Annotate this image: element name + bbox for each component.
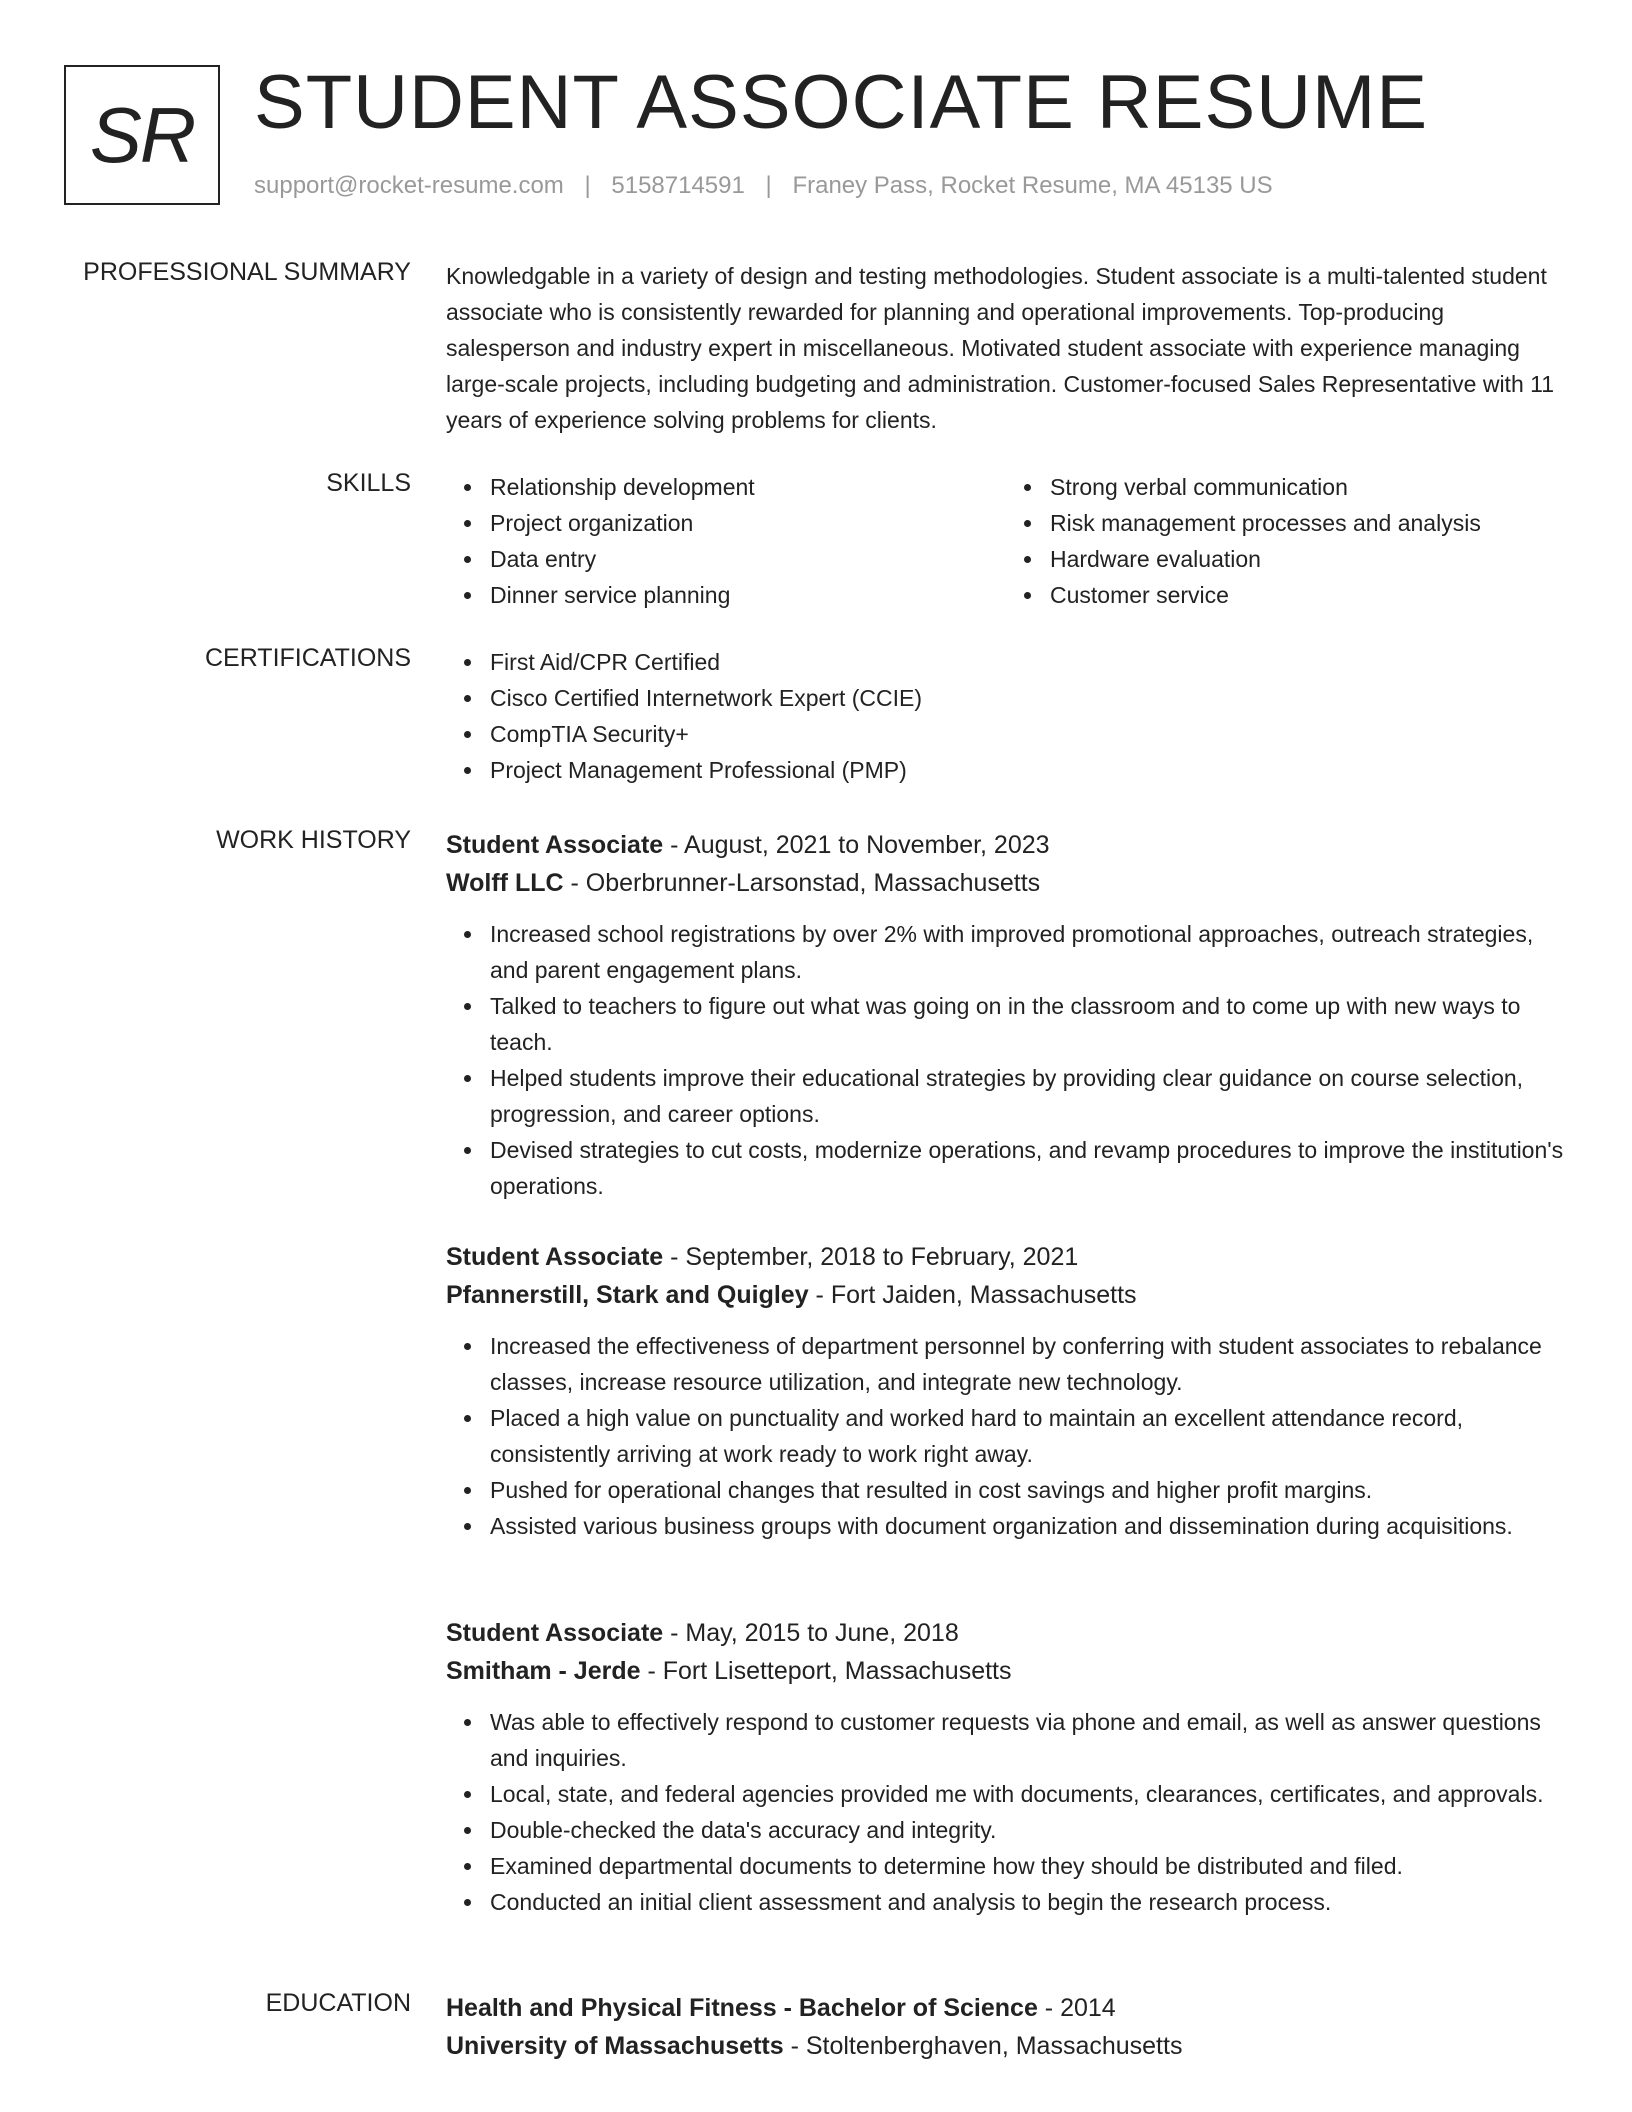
section-label-education: EDUCATION	[265, 1989, 411, 2017]
list-item: Talked to teachers to figure out what was going on in the classroom and to come up with new ways to teach.	[490, 988, 1566, 1060]
job-title: Student Associate	[446, 1619, 664, 1647]
section-label-work-history: WORK HISTORY	[216, 826, 411, 854]
list-item: Increased the effectiveness of department personnel by conferring with student associates to rebalance classes, increase resource utilization, and integrate new technology.	[490, 1328, 1566, 1400]
job-title: Student Associate	[446, 831, 664, 859]
job-location: - Oberbrunner-Larsonstad, Massachusetts	[563, 869, 1041, 897]
job-dates: - August, 2021 to November, 2023	[663, 831, 1050, 859]
list-item: Strong verbal communication	[1050, 469, 1566, 505]
list-item: Cisco Certified Internetwork Expert (CCIE)	[490, 680, 1566, 716]
education-degree-line	[446, 1989, 1566, 2027]
section-label-certifications: CERTIFICATIONS	[204, 644, 411, 672]
list-item: Devised strategies to cut costs, modernize operations, and revamp procedures to improve the institution's operations.	[490, 1132, 1566, 1204]
list-item: Was able to effectively respond to customer requests via phone and email, as well as answer questions and inquiries.	[490, 1704, 1566, 1776]
job-dates: - May, 2015 to June, 2018	[663, 1619, 959, 1647]
job-dates: - September, 2018 to February, 2021	[663, 1243, 1079, 1271]
list-item: First Aid/CPR Certified	[490, 644, 1566, 680]
job-bullets	[446, 916, 1566, 1204]
list-item: Project Management Professional (PMP)	[490, 752, 1566, 788]
skills-list-right	[1006, 469, 1566, 613]
job-title-line	[446, 826, 1566, 864]
list-item: Dinner service planning	[490, 577, 1006, 613]
education-school: University of Massachusetts	[446, 2032, 784, 2060]
list-item: Project organization	[490, 505, 1006, 541]
job-company: Wolff LLC	[446, 869, 564, 897]
list-item: Helped students improve their educational strategies by providing clear guidance on course selection, progression, and career options.	[490, 1060, 1566, 1132]
list-item: Risk management processes and analysis	[1050, 505, 1566, 541]
contact-separator: |	[765, 172, 772, 199]
list-item: Double-checked the data's accuracy and integrity.	[490, 1812, 1566, 1848]
skills-list-left	[446, 469, 1006, 613]
monogram-logo: SR	[64, 65, 220, 205]
job-location: - Fort Jaiden, Massachusetts	[808, 1281, 1137, 1309]
job-company-line	[446, 1276, 1566, 1314]
list-item: Hardware evaluation	[1050, 541, 1566, 577]
contact-email: support@rocket-resume.com	[254, 172, 564, 199]
list-item: Local, state, and federal agencies provided me with documents, clearances, certificates, and approvals.	[490, 1776, 1566, 1812]
list-item: Pushed for operational changes that resulted in cost savings and higher profit margins.	[490, 1472, 1566, 1508]
list-item: Relationship development	[490, 469, 1006, 505]
summary-text: Knowledgable in a variety of design and testing methodologies. Student associate is a multi-talented student associate who is consistently rewarded for planning and operational improvements. Top-producing salesperson and industry expert in miscellaneous. Motivated student associate with experience managing large-scale projects, including budgeting and administration. Customer-focused Sales Representative with 11 years of experience solving problems for clients.	[446, 263, 1555, 433]
contact-line	[254, 172, 1273, 200]
list-item: Conducted an initial client assessment and analysis to begin the research process.	[490, 1884, 1566, 1920]
resume-header	[64, 60, 1592, 215]
list-item: CompTIA Security+	[490, 716, 1566, 752]
job-company-line	[446, 1652, 1566, 1690]
job-company: Pfannerstill, Stark and Quigley	[446, 1281, 809, 1309]
section-label-summary: PROFESSIONAL SUMMARY	[83, 258, 411, 286]
section-label-skills: SKILLS	[326, 469, 411, 497]
education-year: - 2014	[1037, 1994, 1116, 2022]
list-item: Customer service	[1050, 577, 1566, 613]
job-title-line	[446, 1238, 1566, 1276]
job-company: Smitham - Jerde	[446, 1657, 641, 1685]
job-bullets	[446, 1328, 1566, 1544]
job-title: Student Associate	[446, 1243, 664, 1271]
contact-phone: 5158714591	[611, 172, 745, 199]
education-school-line	[446, 2027, 1566, 2065]
contact-separator: |	[584, 172, 591, 199]
list-item: Assisted various business groups with document organization and dissemination during acquisitions.	[490, 1508, 1566, 1544]
job-title-line	[446, 1614, 1566, 1652]
list-item: Examined departmental documents to determine how they should be distributed and filed.	[490, 1848, 1566, 1884]
education-degree: Health and Physical Fitness - Bachelor of Science	[446, 1994, 1038, 2022]
certifications-list	[446, 644, 1566, 788]
job-bullets	[446, 1704, 1566, 1920]
job-location: - Fort Lisetteport, Massachusetts	[640, 1657, 1012, 1685]
list-item: Increased school registrations by over 2% with improved promotional approaches, outreach strategies, and parent engagement plans.	[490, 916, 1566, 988]
list-item: Data entry	[490, 541, 1006, 577]
resume-title: STUDENT ASSOCIATE RESUME	[254, 60, 1429, 145]
contact-address: Franey Pass, Rocket Resume, MA 45135 US	[792, 172, 1273, 199]
job-company-line	[446, 864, 1566, 902]
list-item: Placed a high value on punctuality and worked hard to maintain an excellent attendance record, consistently arriving at work ready to work right away.	[490, 1400, 1566, 1472]
education-location: - Stoltenberghaven, Massachusetts	[783, 2032, 1183, 2060]
